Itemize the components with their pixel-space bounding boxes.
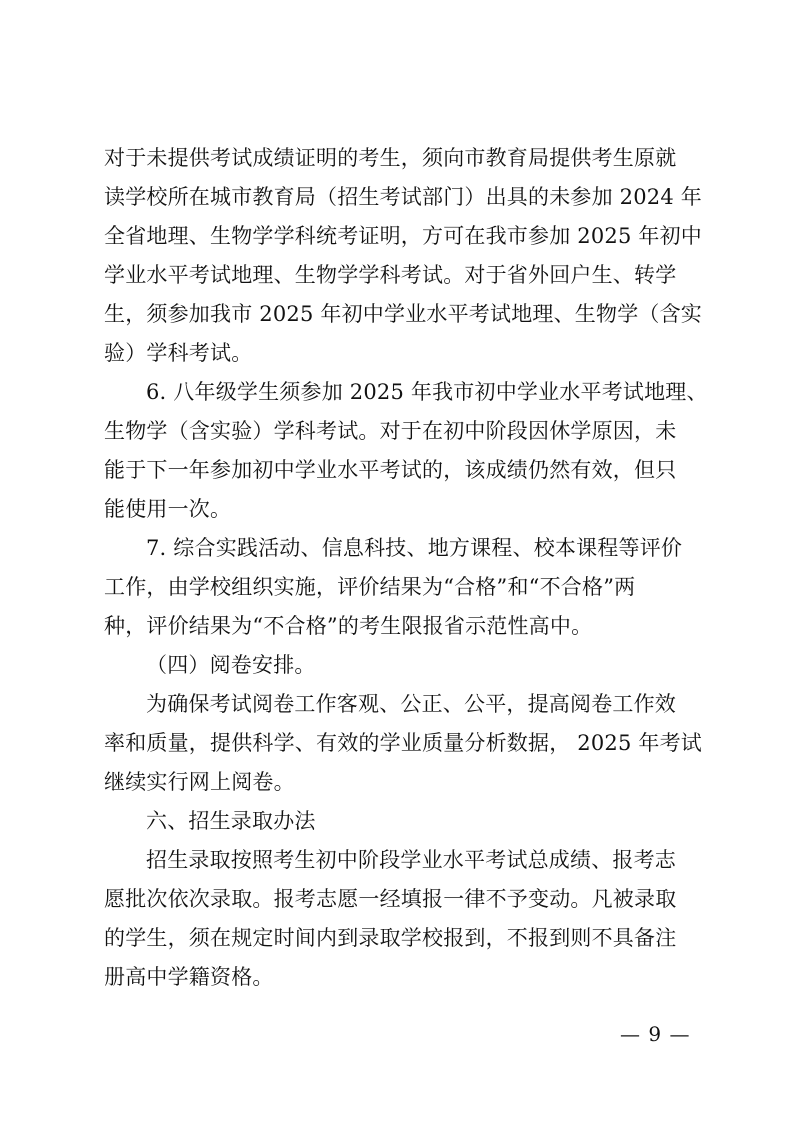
text-line: 率和质量，提供科学、有效的学业质量分析数据， 2025 年考试: [104, 731, 702, 755]
paragraph-start-line: 6. 八年级学生须参加 2025 年我市初中学业水平考试地理、: [146, 380, 708, 404]
paragraph-start-line: 为确保考试阅卷工作客观、公正、公平，提高阅卷工作效: [146, 692, 676, 716]
section-heading: （四）阅卷安排。: [146, 653, 316, 677]
page-number: — 9 —: [620, 1022, 691, 1046]
paragraph-start-line: 招生录取按照考生初中阶段学业水平考试总成绩、报考志: [146, 848, 676, 872]
paragraph-start-line: 7. 综合实践活动、信息科技、地方课程、校本课程等评价: [146, 536, 683, 560]
text-line: 册高中学籍资格。: [104, 965, 274, 989]
text-line: 能使用一次。: [104, 497, 232, 521]
text-line: 读学校所在城市教育局（招生考试部门）出具的未参加 2024 年: [104, 185, 702, 209]
text-line: 对于未提供考试成绩证明的考生，须向市教育局提供考生原就: [104, 146, 677, 170]
text-line: 验）学科考试。: [104, 341, 253, 365]
text-line: 能于下一年参加初中学业水平考试的，该成绩仍然有效，但只: [104, 458, 677, 482]
text-line: 生物学（含实验）学科考试。对于在初中阶段因休学原因，未: [104, 419, 677, 443]
text-line: 愿批次依次录取。报考志愿一经填报一律不予变动。凡被录取: [104, 887, 677, 911]
text-line: 的学生，须在规定时间内到录取学校报到，不报到则不具备注: [104, 926, 677, 950]
section-heading: 六、招生录取办法: [146, 809, 316, 833]
text-line: 种，评价结果为“不合格”的考生限报省示范性高中。: [104, 614, 593, 638]
text-line: 继续实行网上阅卷。: [104, 770, 295, 794]
document-body: [104, 139, 708, 997]
text-line: 学业水平考试地理、生物学学科考试。对于省外回户生、转学: [104, 263, 677, 287]
text-line: 全省地理、生物学学科统考证明，方可在我市参加 2025 年初中: [104, 224, 702, 248]
text-line: 生，须参加我市 2025 年初中学业水平考试地理、生物学（含实: [104, 302, 702, 326]
text-line: 工作，由学校组织实施，评价结果为“合格”和“不合格”两: [104, 575, 636, 599]
